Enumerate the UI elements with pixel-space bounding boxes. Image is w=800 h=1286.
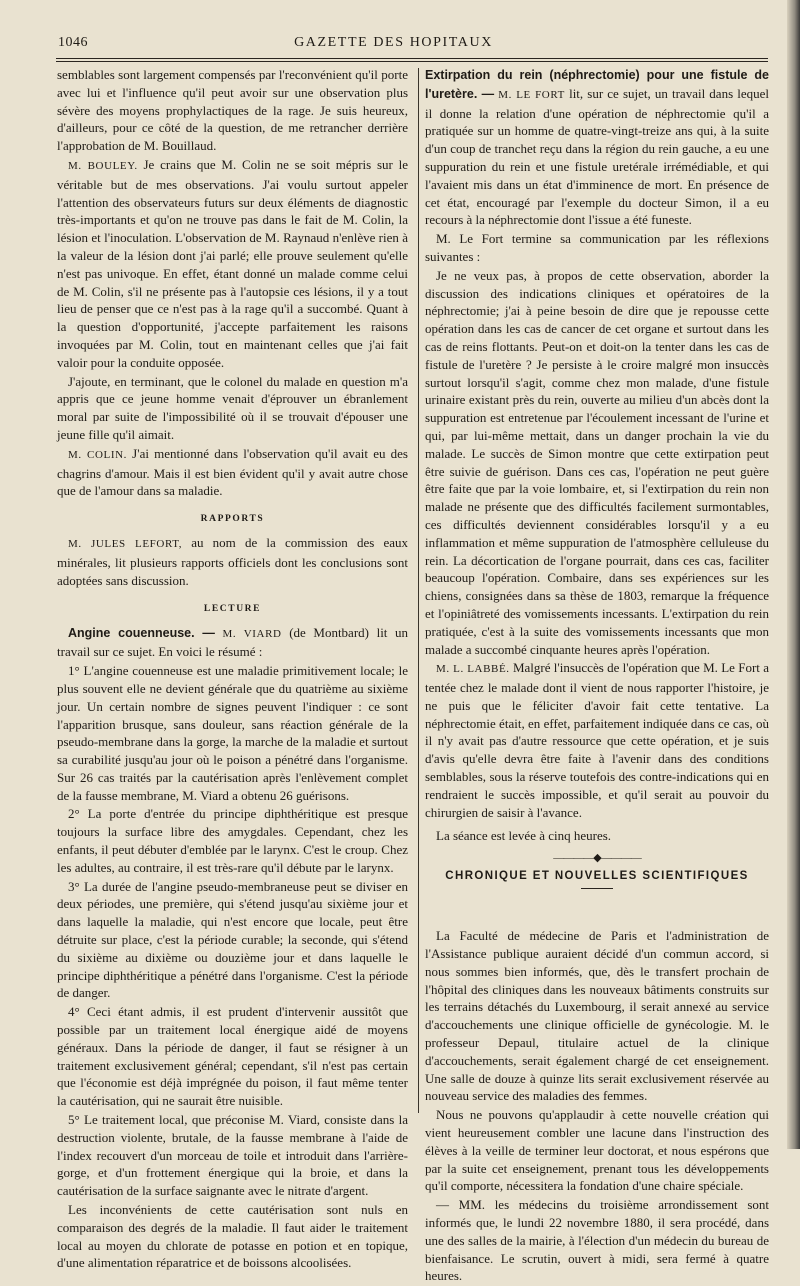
paragraph: Nous ne pouvons qu'applaudir à cette nouvelle création qui vient heureusement combler une lacune dans l'instruction des élèves à la veille de terminer leur doctorat, et nous espérons que par la suite cet enseignement, prenant tous les développements qu'il comporte, nécessitera la fondation d'une chaire spéciale. — [425, 1107, 769, 1194]
paragraph: 1° L'angine couenneuse est une maladie primitivement locale; le plus souvent elle ne devient générale que du quatrième au sixième jour. Un certain nombre de signes peuvent l'indiquer : ce sont l'apparition brusque, sans douleur, sans réaction générale de la pseudo-membrane dans la gorge, la marche de la maladie et surtout sa curabilité jusqu'au jour où le poison a pénétré dans l'organisme. Sur 26 cas traités par la cautérisation après l'enlèvement complet de la fausse membrane, M. Viard a obtenu 26 guérisons. — [57, 663, 408, 803]
speaker-name: M. COLIN. — [68, 448, 127, 461]
section-heading-chronique: CHRONIQUE ET NOUVELLES SCIENTIFIQUES — [445, 870, 749, 883]
header-rule-thin — [56, 58, 768, 59]
column-divider — [418, 68, 419, 1113]
paragraph-text: Malgré l'insuccès de l'opération que M. Le Fort a tentée chez le malade dont il vient de nous rapporter l'histoire, je ne puis que le féliciter d'avoir fait cette tentative. La néphrectomie était, en effet, parfaitement indiquée dans ce cas, où il n'y avait pas d'autre ressource que cette opération, et je suis d'avis qu'elle devra être faite à l'avenir dans des conditions semblables, sous la réserve toutefois des contre-indications qui en rendraient le succès impossible, et qu'il serait au pouvoir du chirurgien de saisir à l'avance. — [425, 660, 769, 820]
paragraph: J'ajoute, en terminant, que le colonel du malade en question m'a appris que ce jeune homme venait d'éprouver un ébranlement moral par suite de l'impossibilité où il se trouvait d'épouser une jeune fille qu'il aimait. — [57, 373, 408, 442]
section-heading-rapports: RAPPORTS — [200, 514, 265, 525]
paragraph-text: au nom de la commission des eaux minérales, lit plusieurs rapports officiels dont les conclusions sont adoptées sans discussion. — [57, 535, 408, 588]
paragraph: semblables sont largement compensés par l'reconvénient qu'il porte avec lui et l'influence qu'il peut avoir sur une observation plus sévère des moyens prophylactiques de la rage. Je suis heureux, d'ailleurs, pour ce côté de la question, de me retrancher derrière l'approbation de M. Bouillaud. — [57, 67, 408, 154]
paragraph: 2° La porte d'entrée du principe diphthéritique est presque toujours la surface libre des amygdales. Cependant, chez les enfants, il peut débuter d'emblée par le larynx. C'est le croup. Chez les adultes, au contraire, il est très-rare qu'il débute par le larynx. — [57, 806, 408, 875]
paragraph — [57, 445, 408, 500]
paragraph: Je ne veux pas, à propos de cette observation, aborder la discussion des indications cliniques et opératoires de la néphrectomie; j'ai à peine besoin de dire que je repousse cette opération dans les cas de cancer de cet organe et surtout dans les cas de reins flottants. Peut-on et doit-on la tenter dans les cas de fistule de l'uretère ? Je persiste à le croire malgré mon insuccès surtout lorsqu'il s'agit, comme chez mon malade, d'une fistule urinaire existant près du rein, ouverte au milieu d'un abcès dont la suppuration est entretenue par l'écoulement incessant de l'urine et qui, par lui-même mettait, dans un danger prochain la vie du malade. Le succès de Simon montre que cette extirpation peut être suivie de guérison. Dans ces cas, l'opération ne peut guère être faite que par la voie lombaire, et, si l'extirpation du rein non malade ne présente que des difficultés facilement surmontables, ces difficultés deviennent considérables lorsqu'il y a eu inflammation et même suppuration de l'atmosphère celluleuse du rein. La décortication de l'organe pourrait, dans ces cas, faciliter beaucoup l'opération. Combaire, dans ses expériences sur les chiens, consignées dans sa thèse de 1803, remarque la fréquence et l'opiniâtreté des vomissements incessants. L'extirpation du rein pratiquée, c'est à la suite des vomissements incessants que mon malade a succombé cinquante heures après l'opération. — [425, 267, 769, 657]
heading-underline — [581, 888, 613, 889]
speaker-name: M. JULES LEFORT, — [68, 538, 183, 551]
article-lead-title: Angine couenneuse. — — [68, 625, 215, 640]
speaker-name: M. VIARD — [222, 627, 282, 640]
speaker-name: M. L. LABBÉ. — [436, 663, 510, 676]
article-lead-title: Extirpation du rein (néphrectomie) pour une fistule de l'uretère. — — [425, 68, 769, 101]
paragraph: 4° Ceci étant admis, il est prudent d'intervenir aussitôt que possible par un traitement local énergique aidé de moyens généraux. Dans la période de danger, il faut se résigner à un traitement exclusivement général; cependant, s'il n'est pas certain que l'économie est déjà imprégnée du poison, il faut même tenter la cautérisation, qui ne saurait être nuisible. — [57, 1004, 408, 1109]
page-number: 1046 — [58, 35, 88, 50]
left-column — [57, 66, 408, 1273]
section-ornament: ————◆———— — [553, 852, 641, 865]
paragraph — [57, 534, 408, 589]
header-rule-thick — [56, 61, 768, 62]
paragraph-text: (de Montbard) lit un travail sur ce sujet. En voici le résumé : — [57, 624, 409, 660]
section-heading-lecture: LECTURE — [203, 603, 262, 614]
paragraph — [57, 624, 408, 662]
right-column — [425, 66, 769, 1286]
paragraph — [425, 659, 769, 821]
paragraph — [57, 156, 408, 372]
paragraph: — MM. les médecins du troisième arrondissement sont informés que, le lundi 22 novembre 1880, il sera procédé, dans une des salles de la mairie, à l'élection d'un médecin du bureau de bienfaisance. Le scrutin, ouvert à midi, sera fermé à quatre heures. — [425, 1197, 769, 1284]
paragraph: La Faculté de médecine de Paris et l'administration de l'Assistance publique auraient décidé d'un commun accord, si nous sommes bien informés, que, dès le transfert prochain de l'hôpital des cliniques dans les nouveaux bâtiments construits sur les terrains détachés du Luxembourg, il serait annexé au service d'accouchements une clinique officielle de gynécologie. M. le professeur Depaul, titulaire actuel de la clinique d'accouchements, serait également chargé de cet enseignement. Une salle de douze à quinze lits serait exclusivement réservée au nouveau service des maladies des femmes. — [425, 928, 769, 1104]
paragraph — [425, 66, 769, 229]
page-binding-edge — [787, 0, 800, 1149]
paragraph: La séance est levée à cinq heures. — [436, 828, 612, 844]
journal-title: GAZETTE DES HOPITAUX — [294, 35, 493, 50]
paragraph-text: J'ai mentionné dans l'observation qu'il avait eu des chagrins d'amour. Mais il est bien évident qu'il y avait autre chose que de l'amour dans sa maladie. — [57, 445, 408, 499]
paragraph: 3° La durée de l'angine pseudo-membraneuse peut se diviser en deux périodes, une première, qui s'étend jusqu'au sixième jour et dans laquelle la maladie, qui n'est encore que locale, peut être détruite sur place, c'est la période curable; la seconde, qui s'étend du sixième au dixième ou douzième jour et dans laquelle le principe diphthéritique a pénétré dans l'organisme. C'est la période de danger. — [57, 878, 408, 1001]
paragraph-text: lit, sur ce sujet, un travail dans lequel il donne la relation d'une opération de néphrectomie qu'il a pratiquée sur un homme de quatre-vingt-treize ans qui, à la suite d'un coup de tranchet reçu dans la région du rein gauche, a eu une suppuration du rein et une fistule uretérale irrémédiable, et qui l'avaient mis dans un état d'imminence de mort. En présence de cet état, encouragé par l'exemple du docteur Simon, il a eu recours à la néphrectomie dont l'issue a été funeste. — [425, 85, 770, 228]
paragraph: Les inconvénients de cette cautérisation sont nuls en comparaison des degrés de la maladie. Il faut aider le traitement local au moyen du chlorate de potasse en potion et en topique, d'une alimentation réparatrice et de boissons alcoolisées. — [57, 1202, 408, 1271]
speaker-name: M. BOULEY. — [68, 159, 138, 172]
paragraph-text: Je crains que M. Colin ne se soit mépris sur le véritable but de mes observations. J'ai voulu surtout appeler l'attention des observateurs futurs sur deux éléments de diagnostic très-importants et qu'on ne trouve pas dans le fait de M. Colin, la lésion et l'inoculation. L'observation de M. Raynaud n'enlève rien à la valeur de la lésion dont j'ai parlé; elle prouve seulement qu'elle n'est pas univoque. En effet, étant donné un malade comme celui de M. Colin, s'il ne présente pas à l'autopsie ces lésions, il y a tout lieu de penser que ce n'est pas à la rage qu'il a succombé. Quant à la question d'opportunité, j'accepte parfaitement les raisons invoquées par M. Colin, tout en maintenant celles que j'ai fait valoir pour la conduite opposée. — [57, 156, 408, 370]
paragraph: 5° Le traitement local, que préconise M. Viard, consiste dans la destruction violente, brutale, de la fausse membrane à l'aide de l'index recouvert d'un morceau de toile et introduit dans l'arrière-gorge, et d'un frottement énergique qui la broie, et dans la cautérisation de la surface saignante avec le nitrate d'argent. — [57, 1112, 408, 1199]
paragraph: M. Le Fort termine sa communication par les réflexions suivantes : — [425, 231, 769, 264]
speaker-name: M. LE FORT — [498, 88, 565, 101]
